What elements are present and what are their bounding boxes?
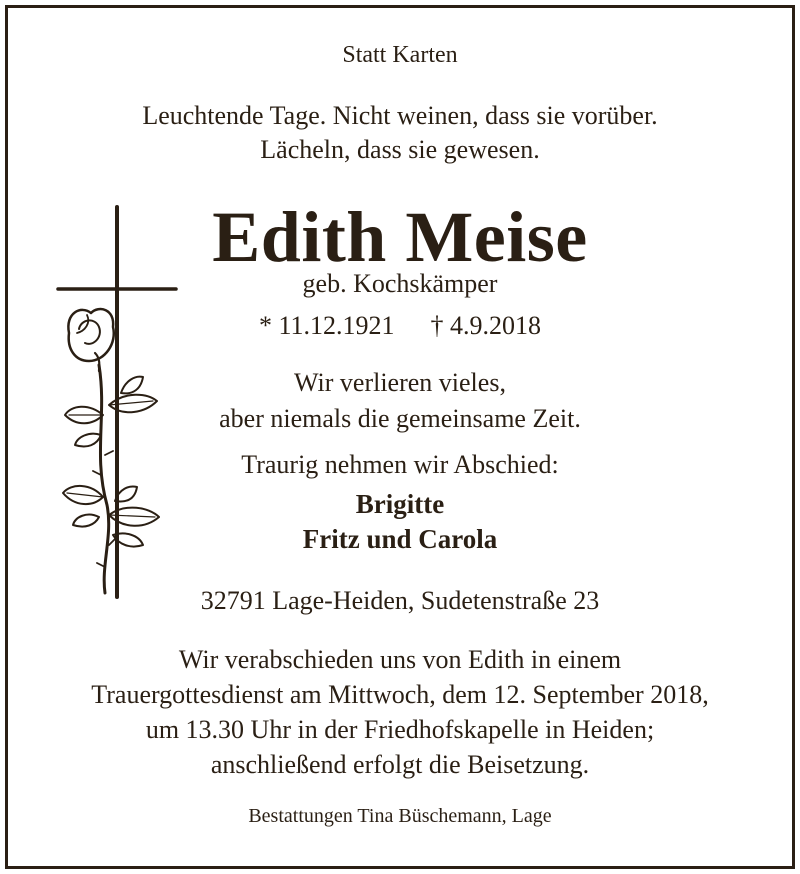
- poem-line-1: Wir verlieren vieles,: [294, 368, 506, 397]
- poem-line-2: aber niemals die gemeinsame Zeit.: [219, 404, 581, 433]
- service-line-2: Trauergottesdienst am Mittwoch, dem 12. September 2018,: [91, 680, 709, 709]
- service-line-4: anschließend erfolgt die Beisetzung.: [210, 750, 590, 779]
- quote-line-2: Lächeln, dass sie gewesen.: [260, 135, 540, 164]
- service-line-3: um 13.30 Uhr in der Friedhofskapelle in Heiden;: [145, 715, 655, 744]
- mourning-line: Traurig nehmen wir Abschied:: [241, 450, 559, 479]
- notice-header: Statt Karten: [342, 42, 458, 68]
- deceased-name: Edith Meise: [212, 197, 588, 277]
- maiden-name: geb. Kochskämper: [302, 269, 498, 298]
- cross-with-rose-icon: [55, 205, 180, 600]
- family-address: 32791 Lage-Heiden, Sudetenstraße 23: [200, 586, 600, 615]
- service-line-1: Wir verabschieden uns von Edith in einem: [178, 645, 622, 674]
- family-line-2: Fritz und Carola: [302, 524, 498, 554]
- birth-date: * 11.12.1921: [258, 311, 395, 340]
- death-date: † 4.9.2018: [430, 311, 542, 340]
- family-line-1: Brigitte: [355, 489, 445, 519]
- quote-line-1: Leuchtende Tage. Nicht weinen, dass sie vorüber.: [142, 101, 658, 130]
- undertaker-credit: Bestattungen Tina Büschemann, Lage: [248, 805, 552, 827]
